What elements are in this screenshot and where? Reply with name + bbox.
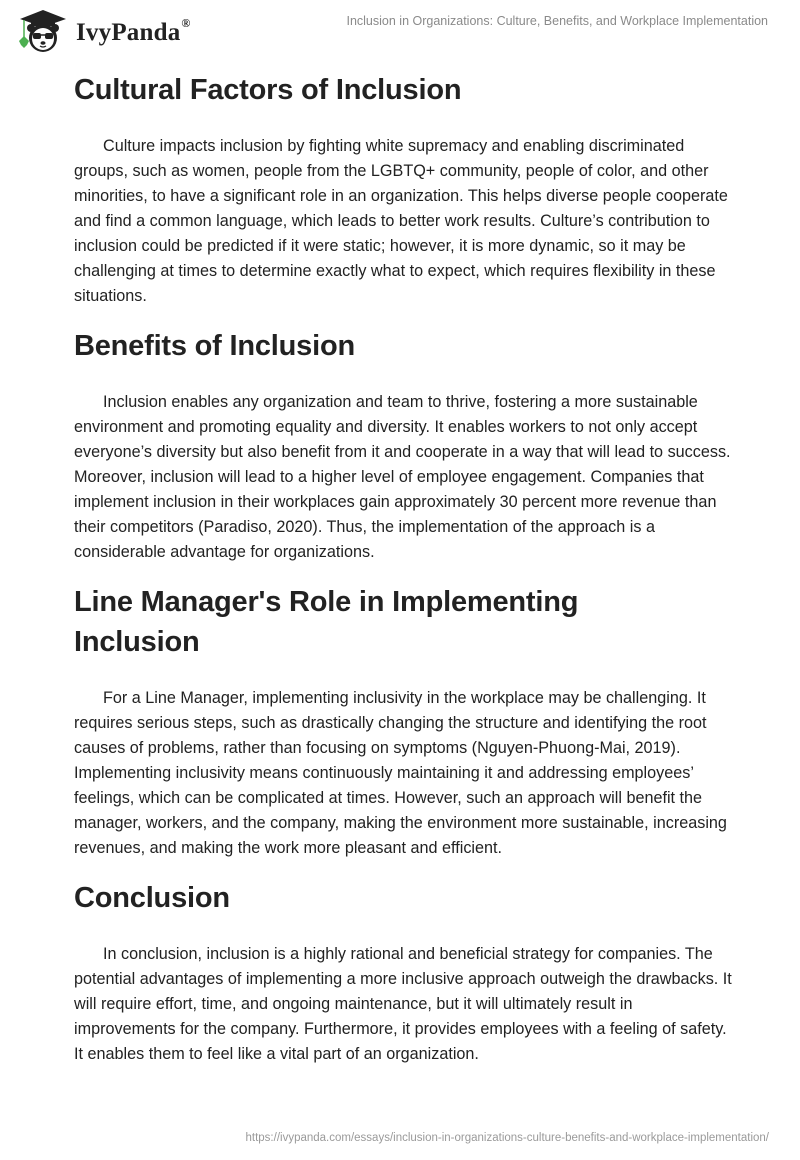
panda-graduate-icon — [16, 8, 70, 54]
section-heading: Line Manager's Role in Implementing Inclusion — [74, 586, 579, 658]
section-paragraph: For a Line Manager, implementing inclusivity in the workplace may be challenging. It requires serious steps, such as drastically changing the structure and identifying the root causes of problems, rather than focusing on symptoms (Nguyen-Phuong-Mai, 2019). Implementing inclusivity means continuously maintaining it and addressing employees’ feelings, which can be complicated at times. However, such an approach will benefit the manager, workers, and the company, making the environment more sustainable, increasing revenues, and making the work more pleasant and efficient. — [74, 689, 727, 857]
logo-wordmark — [76, 15, 191, 47]
ivypanda-logo[interactable] — [16, 8, 191, 54]
document-title: Inclusion in Organizations: Culture, Benefits, and Workplace Implementation — [346, 14, 768, 28]
section-benefits — [74, 326, 734, 565]
page-header — [0, 0, 800, 56]
essay-content — [74, 70, 734, 1067]
section-heading: Benefits of Inclusion — [74, 330, 355, 362]
logo-text: IvyPanda — [76, 19, 181, 46]
section-paragraph: Inclusion enables any organization and team to thrive, fostering a more sustainable environment and promoting equality and diversity. It enables workers to not only accept everyone’s diversity but also benefit from it and cooperate in a way that will lead to success. Moreover, inclusion will lead to a higher level of employee engagement. Companies that implement inclusion in their workplaces gain approximately 30 percent more revenue than their competitors (Paradiso, 2020). Thus, the implementation of the approach is a considerable advantage for organizations. — [74, 393, 731, 561]
section-conclusion — [74, 878, 734, 1067]
section-paragraph: In conclusion, inclusion is a highly rational and beneficial strategy for companies. The potential advantages of implementing a more inclusive approach outweigh the drawbacks. It will require effort, time, and ongoing maintenance, but it will ultimately result in improvements for the company. Furthermore, it provides employees with a feeling of safety. It enables them to feel like a vital part of an organization. — [74, 945, 732, 1063]
registered-mark: ® — [181, 15, 191, 30]
source-url-link[interactable]: https://ivypanda.com/essays/inclusion-in-organizations-culture-benefits-and-workplace-implementation/ — [245, 1132, 769, 1144]
section-line-manager-role — [74, 582, 734, 861]
section-heading: Conclusion — [74, 882, 230, 914]
section-cultural-factors — [74, 70, 734, 309]
section-paragraph: Culture impacts inclusion by fighting white supremacy and enabling discriminated groups, such as women, people from the LGBTQ+ community, people of color, and other minorities, to have a significant role in an organization. This helps diverse people cooperate and find a common language, which leads to better work results. Culture’s contribution to inclusion could be predicted if it were static; however, it is more dynamic, so it may be challenging at times to determine exactly what to expect, which requires flexibility in these situations. — [74, 137, 728, 305]
section-heading: Cultural Factors of Inclusion — [74, 74, 462, 106]
